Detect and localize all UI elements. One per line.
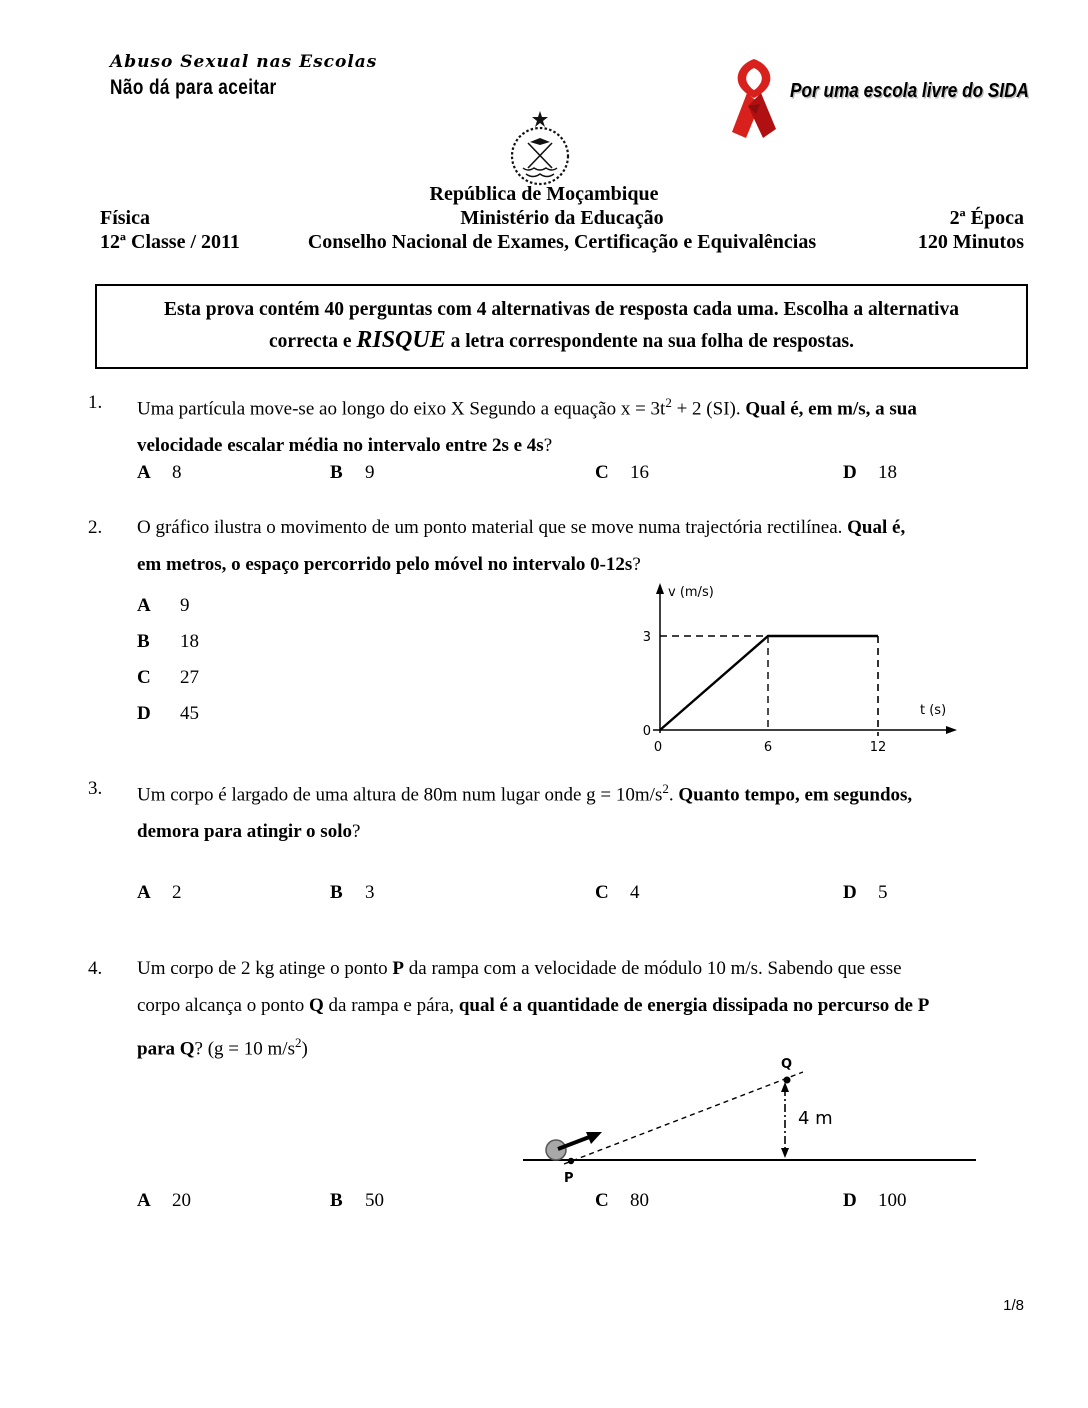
q2-graph-ytick-3: 3 <box>642 630 651 645</box>
instructions-line1: Esta prova contém 40 perguntas com 4 alternativas de resposta cada uma. Escolha a alternativa <box>164 299 959 320</box>
question-3-options <box>137 874 1037 911</box>
question-4 <box>88 950 1048 1067</box>
q4-option-a: A 20 <box>137 1190 191 1211</box>
q3-text: . <box>668 784 679 806</box>
instructions-line2-pre: correcta e <box>269 331 357 352</box>
epoch-label: 2ª Época <box>949 207 1024 229</box>
q2-option-b: B 18 <box>137 631 199 652</box>
question-2-number: 2. <box>88 517 103 538</box>
q1-option-a: A 8 <box>137 462 182 483</box>
q1-option-c: C 16 <box>595 462 649 483</box>
q3-superscript: 2 <box>662 781 669 796</box>
q1-bold-text: Qual é, em m/s, a sua <box>745 398 917 420</box>
q4-bold-text: qual é a quantidade de energia dissipada no percurso de P <box>458 995 930 1016</box>
q3-option-c: C 4 <box>595 882 640 903</box>
question-2-text <box>137 509 1048 583</box>
question-3-number: 3. <box>88 778 103 799</box>
q3-bold-text: Quanto tempo, em segundos, <box>678 784 913 806</box>
q3-option-b: B 3 <box>330 882 375 903</box>
q2-graph-xtick-0: 0 <box>653 740 663 755</box>
q2-bold-text: em metros, o espaço percorrido pelo móvel no intervalo 0-12s <box>137 554 633 575</box>
q4-superscript: 2 <box>294 1035 302 1050</box>
q2-option-a: A 9 <box>137 595 190 616</box>
q1-superscript: 2 <box>665 395 672 410</box>
q4-bold-text: Q <box>308 995 324 1016</box>
republic-title: República de Moçambique <box>429 183 659 205</box>
q2-velocity-time-graph <box>620 578 965 768</box>
q3-option-d: D 5 <box>843 882 888 903</box>
q3-text: ? <box>351 821 361 843</box>
ribbon-slogan-text: Por uma escola livre do SIDA <box>790 80 1029 102</box>
q2-text: ? <box>632 554 641 575</box>
q3-bold-text: demora para atingir o solo <box>137 821 352 843</box>
risque-word: RISQUE <box>356 327 446 353</box>
campaign-slogan-text: Não dá para aceitar <box>110 76 277 99</box>
question-4-options <box>137 1182 1037 1219</box>
q4-option-c: C 80 <box>595 1190 649 1211</box>
campaign-script-text: Abuso Sexual nas Escolas <box>110 52 378 72</box>
campaign-header <box>110 52 377 100</box>
q3-text: Um corpo é largado de uma altura de 80m num lugar onde g = 10m/s <box>137 784 663 806</box>
question-3 <box>88 770 1048 850</box>
q4-option-b: B 50 <box>330 1190 384 1211</box>
question-2 <box>88 509 1048 583</box>
q4-bold-text: para Q <box>137 1038 195 1060</box>
q2-graph-ytick-0: 0 <box>642 724 651 739</box>
q4-point-p-label: P <box>564 1171 574 1186</box>
instructions-box <box>95 284 1028 369</box>
question-1-options <box>137 454 1037 491</box>
aids-ribbon-icon <box>720 56 788 146</box>
q4-text: da rampa com a velocidade de módulo 10 m/s. Sabendo que esse <box>404 958 902 979</box>
council-label: Conselho Nacional de Exames, Certificação e Equivalências <box>307 231 817 253</box>
duration-label: 120 Minutos <box>917 231 1024 253</box>
question-3-text <box>137 770 1048 850</box>
page-number: 1/8 <box>1003 1297 1024 1314</box>
q4-text: da rampa e pára, <box>323 995 459 1016</box>
q4-option-d: D 100 <box>843 1190 907 1211</box>
q4-text: corpo alcança o ponto <box>137 995 309 1016</box>
q4-text: ? (g = 10 m/s <box>194 1038 295 1060</box>
question-4-text <box>137 950 1048 1067</box>
question-1-number: 1. <box>88 392 103 413</box>
question-2-options <box>137 588 199 732</box>
q2-graph-xlabel: t (s) <box>920 703 947 718</box>
q4-text: Um corpo de 2 kg atinge o ponto <box>137 958 393 979</box>
question-1-text <box>137 384 1048 464</box>
header-row-council <box>100 231 1024 254</box>
q1-text: ? <box>543 435 553 457</box>
q4-text: ) <box>301 1038 308 1060</box>
q1-text: Uma partícula move-se ao longo do eixo X Segundo a equação x = 3t <box>137 398 666 420</box>
instructions-line2-post: a letra correspondente na sua folha de respostas. <box>445 331 854 352</box>
q4-point-q-label: Q <box>781 1058 793 1072</box>
q4-height-label: 4 m <box>798 1108 833 1129</box>
question-1 <box>88 384 1048 464</box>
q1-option-d: D 18 <box>843 462 897 483</box>
q2-option-d: D 45 <box>137 703 199 724</box>
q2-graph-ylabel: v (m/s) <box>668 585 714 600</box>
q4-bold-text: P <box>392 958 405 979</box>
header-row-ministry <box>100 207 1024 230</box>
q2-text: O gráfico ilustra o movimento de um ponto material que se move numa trajectória rectilínea. <box>137 517 848 538</box>
class-year-label: 12ª Classe / 2011 <box>100 231 240 253</box>
ministry-label: Ministério da Educação <box>460 207 664 229</box>
q2-graph-xtick-12: 12 <box>869 740 887 755</box>
q2-graph-xtick-6: 6 <box>763 740 773 755</box>
q1-bold-text: velocidade escalar média no intervalo entre 2s e 4s <box>137 435 544 457</box>
question-4-number: 4. <box>88 958 103 979</box>
q2-option-c: C 27 <box>137 667 199 688</box>
subject-label: Física <box>100 207 150 229</box>
q2-bold-text: Qual é, <box>847 517 906 538</box>
q3-option-a: A 2 <box>137 882 182 903</box>
instructions-line2 <box>117 325 1006 357</box>
q1-text: + 2 (SI). <box>671 398 746 420</box>
q1-option-b: B 9 <box>330 462 375 483</box>
